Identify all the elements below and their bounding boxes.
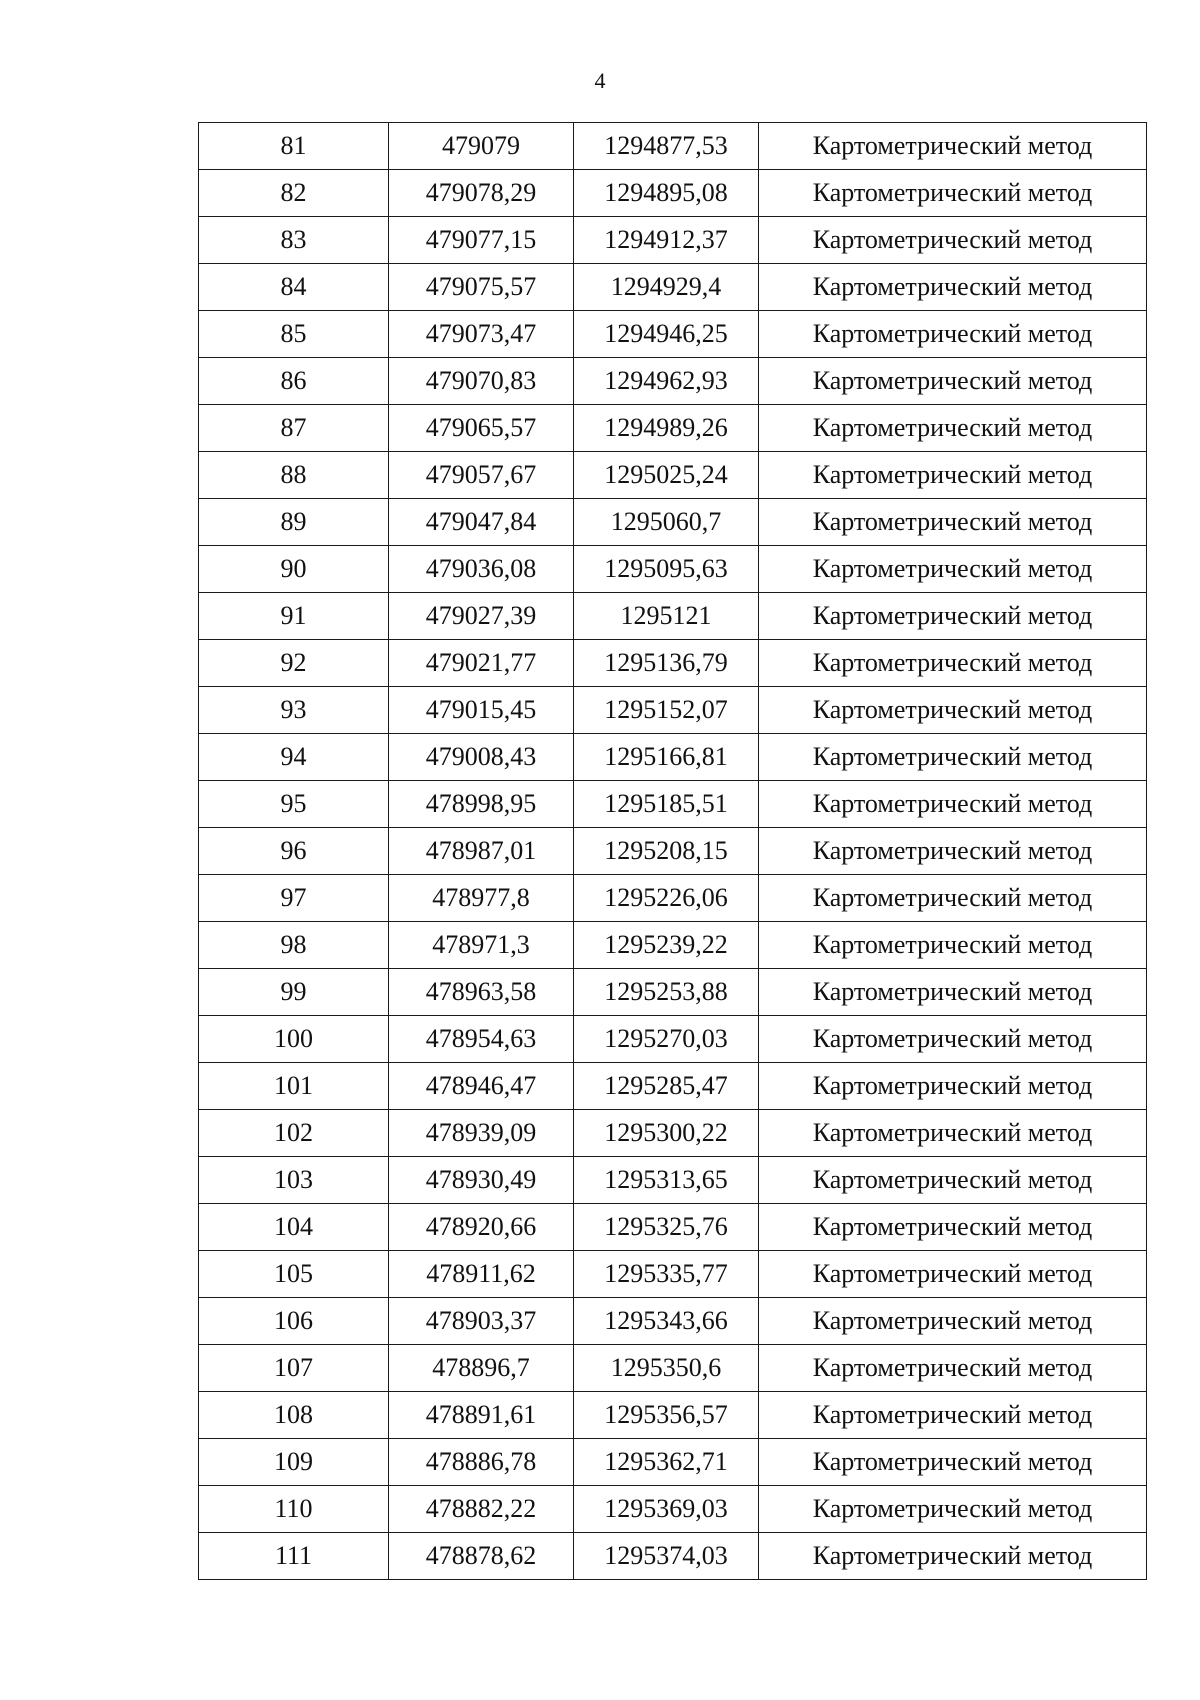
y-coordinate-cell: 1295166,81 <box>574 734 759 781</box>
y-coordinate-cell: 1295152,07 <box>574 687 759 734</box>
x-coordinate-cell: 478954,63 <box>389 1016 574 1063</box>
y-coordinate-cell: 1295335,77 <box>574 1251 759 1298</box>
y-coordinate-cell: 1294929,4 <box>574 264 759 311</box>
method-cell: Картометрический метод <box>759 358 1147 405</box>
table-row <box>199 922 1147 969</box>
point-number-cell: 100 <box>199 1016 389 1063</box>
table-row <box>199 781 1147 828</box>
table-row <box>199 828 1147 875</box>
x-coordinate-cell: 479021,77 <box>389 640 574 687</box>
y-coordinate-cell: 1294912,37 <box>574 217 759 264</box>
table-row <box>199 687 1147 734</box>
method-cell: Картометрический метод <box>759 217 1147 264</box>
method-cell: Картометрический метод <box>759 1251 1147 1298</box>
table-row <box>199 452 1147 499</box>
table-row <box>199 1298 1147 1345</box>
method-cell: Картометрический метод <box>759 311 1147 358</box>
x-coordinate-cell: 478998,95 <box>389 781 574 828</box>
table-row <box>199 1157 1147 1204</box>
method-cell: Картометрический метод <box>759 828 1147 875</box>
table-row <box>199 1110 1147 1157</box>
y-coordinate-cell: 1295060,7 <box>574 499 759 546</box>
x-coordinate-cell: 478896,7 <box>389 1345 574 1392</box>
table-row <box>199 1063 1147 1110</box>
point-number-cell: 105 <box>199 1251 389 1298</box>
table-row <box>199 217 1147 264</box>
y-coordinate-cell: 1294877,53 <box>574 123 759 170</box>
point-number-cell: 83 <box>199 217 389 264</box>
y-coordinate-cell: 1295270,03 <box>574 1016 759 1063</box>
x-coordinate-cell: 478878,62 <box>389 1533 574 1580</box>
y-coordinate-cell: 1295343,66 <box>574 1298 759 1345</box>
y-coordinate-cell: 1294962,93 <box>574 358 759 405</box>
x-coordinate-cell: 478987,01 <box>389 828 574 875</box>
y-coordinate-cell: 1294895,08 <box>574 170 759 217</box>
x-coordinate-cell: 478903,37 <box>389 1298 574 1345</box>
point-number-cell: 82 <box>199 170 389 217</box>
method-cell: Картометрический метод <box>759 1016 1147 1063</box>
y-coordinate-cell: 1295313,65 <box>574 1157 759 1204</box>
x-coordinate-cell: 479057,67 <box>389 452 574 499</box>
point-number-cell: 85 <box>199 311 389 358</box>
x-coordinate-cell: 479075,57 <box>389 264 574 311</box>
method-cell: Картометрический метод <box>759 1345 1147 1392</box>
point-number-cell: 81 <box>199 123 389 170</box>
table-row <box>199 405 1147 452</box>
y-coordinate-cell: 1295374,03 <box>574 1533 759 1580</box>
y-coordinate-cell: 1295185,51 <box>574 781 759 828</box>
point-number-cell: 98 <box>199 922 389 969</box>
table-row <box>199 1392 1147 1439</box>
method-cell: Картометрический метод <box>759 405 1147 452</box>
table-row <box>199 358 1147 405</box>
table-row <box>199 640 1147 687</box>
y-coordinate-cell: 1294946,25 <box>574 311 759 358</box>
point-number-cell: 101 <box>199 1063 389 1110</box>
table-row <box>199 1345 1147 1392</box>
y-coordinate-cell: 1295253,88 <box>574 969 759 1016</box>
x-coordinate-cell: 478946,47 <box>389 1063 574 1110</box>
method-cell: Картометрический метод <box>759 1157 1147 1204</box>
y-coordinate-cell: 1295208,15 <box>574 828 759 875</box>
method-cell: Картометрический метод <box>759 1063 1147 1110</box>
method-cell: Картометрический метод <box>759 546 1147 593</box>
x-coordinate-cell: 479036,08 <box>389 546 574 593</box>
point-number-cell: 110 <box>199 1486 389 1533</box>
point-number-cell: 96 <box>199 828 389 875</box>
table-row <box>199 123 1147 170</box>
x-coordinate-cell: 479073,47 <box>389 311 574 358</box>
table-row <box>199 1439 1147 1486</box>
x-coordinate-cell: 479065,57 <box>389 405 574 452</box>
method-cell: Картометрический метод <box>759 1533 1147 1580</box>
x-coordinate-cell: 478882,22 <box>389 1486 574 1533</box>
x-coordinate-cell: 478971,3 <box>389 922 574 969</box>
point-number-cell: 84 <box>199 264 389 311</box>
point-number-cell: 104 <box>199 1204 389 1251</box>
x-coordinate-cell: 479077,15 <box>389 217 574 264</box>
table-row <box>199 1486 1147 1533</box>
point-number-cell: 102 <box>199 1110 389 1157</box>
y-coordinate-cell: 1295369,03 <box>574 1486 759 1533</box>
point-number-cell: 106 <box>199 1298 389 1345</box>
point-number-cell: 97 <box>199 875 389 922</box>
point-number-cell: 111 <box>199 1533 389 1580</box>
point-number-cell: 86 <box>199 358 389 405</box>
method-cell: Картометрический метод <box>759 781 1147 828</box>
x-coordinate-cell: 478911,62 <box>389 1251 574 1298</box>
method-cell: Картометрический метод <box>759 1110 1147 1157</box>
y-coordinate-cell: 1295136,79 <box>574 640 759 687</box>
method-cell: Картометрический метод <box>759 875 1147 922</box>
x-coordinate-cell: 478963,58 <box>389 969 574 1016</box>
point-number-cell: 92 <box>199 640 389 687</box>
table-row <box>199 969 1147 1016</box>
method-cell: Картометрический метод <box>759 1204 1147 1251</box>
y-coordinate-cell: 1295325,76 <box>574 1204 759 1251</box>
coordinates-table <box>198 122 1147 1580</box>
y-coordinate-cell: 1295356,57 <box>574 1392 759 1439</box>
x-coordinate-cell: 478977,8 <box>389 875 574 922</box>
method-cell: Картометрический метод <box>759 922 1147 969</box>
method-cell: Картометрический метод <box>759 1298 1147 1345</box>
table-row <box>199 311 1147 358</box>
y-coordinate-cell: 1295121 <box>574 593 759 640</box>
point-number-cell: 93 <box>199 687 389 734</box>
y-coordinate-cell: 1295350,6 <box>574 1345 759 1392</box>
method-cell: Картометрический метод <box>759 123 1147 170</box>
method-cell: Картометрический метод <box>759 452 1147 499</box>
point-number-cell: 99 <box>199 969 389 1016</box>
point-number-cell: 91 <box>199 593 389 640</box>
point-number-cell: 103 <box>199 1157 389 1204</box>
point-number-cell: 95 <box>199 781 389 828</box>
point-number-cell: 108 <box>199 1392 389 1439</box>
table-row <box>199 875 1147 922</box>
method-cell: Картометрический метод <box>759 687 1147 734</box>
table-row <box>199 1251 1147 1298</box>
y-coordinate-cell: 1295239,22 <box>574 922 759 969</box>
table-row <box>199 499 1147 546</box>
table-row <box>199 264 1147 311</box>
x-coordinate-cell: 479027,39 <box>389 593 574 640</box>
table-row <box>199 1204 1147 1251</box>
table-row <box>199 170 1147 217</box>
method-cell: Картометрический метод <box>759 170 1147 217</box>
x-coordinate-cell: 479015,45 <box>389 687 574 734</box>
method-cell: Картометрический метод <box>759 734 1147 781</box>
table-row <box>199 734 1147 781</box>
table-row <box>199 546 1147 593</box>
point-number-cell: 94 <box>199 734 389 781</box>
x-coordinate-cell: 478930,49 <box>389 1157 574 1204</box>
point-number-cell: 88 <box>199 452 389 499</box>
y-coordinate-cell: 1295025,24 <box>574 452 759 499</box>
x-coordinate-cell: 479079 <box>389 123 574 170</box>
x-coordinate-cell: 478886,78 <box>389 1439 574 1486</box>
x-coordinate-cell: 479070,83 <box>389 358 574 405</box>
method-cell: Картометрический метод <box>759 499 1147 546</box>
method-cell: Картометрический метод <box>759 640 1147 687</box>
table-row <box>199 1533 1147 1580</box>
y-coordinate-cell: 1295285,47 <box>574 1063 759 1110</box>
y-coordinate-cell: 1295362,71 <box>574 1439 759 1486</box>
point-number-cell: 87 <box>199 405 389 452</box>
method-cell: Картометрический метод <box>759 969 1147 1016</box>
y-coordinate-cell: 1295300,22 <box>574 1110 759 1157</box>
x-coordinate-cell: 478920,66 <box>389 1204 574 1251</box>
table-row <box>199 593 1147 640</box>
point-number-cell: 90 <box>199 546 389 593</box>
x-coordinate-cell: 479008,43 <box>389 734 574 781</box>
coordinates-table-body <box>199 123 1147 1580</box>
y-coordinate-cell: 1294989,26 <box>574 405 759 452</box>
point-number-cell: 107 <box>199 1345 389 1392</box>
method-cell: Картометрический метод <box>759 1439 1147 1486</box>
page-number: 4 <box>594 68 606 93</box>
y-coordinate-cell: 1295226,06 <box>574 875 759 922</box>
x-coordinate-cell: 479047,84 <box>389 499 574 546</box>
x-coordinate-cell: 478891,61 <box>389 1392 574 1439</box>
method-cell: Картометрический метод <box>759 593 1147 640</box>
y-coordinate-cell: 1295095,63 <box>574 546 759 593</box>
method-cell: Картометрический метод <box>759 264 1147 311</box>
x-coordinate-cell: 479078,29 <box>389 170 574 217</box>
x-coordinate-cell: 478939,09 <box>389 1110 574 1157</box>
method-cell: Картометрический метод <box>759 1486 1147 1533</box>
table-row <box>199 1016 1147 1063</box>
method-cell: Картометрический метод <box>759 1392 1147 1439</box>
point-number-cell: 89 <box>199 499 389 546</box>
point-number-cell: 109 <box>199 1439 389 1486</box>
